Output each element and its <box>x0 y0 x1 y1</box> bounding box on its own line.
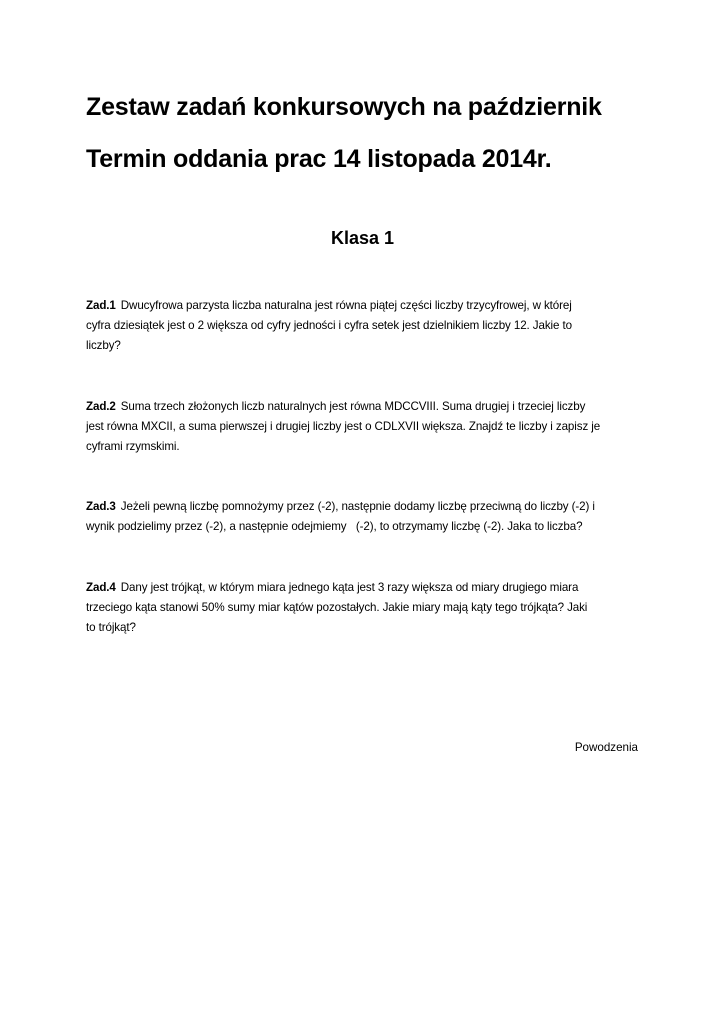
task-1 <box>86 296 646 356</box>
task-3-label: Zad.3 <box>86 500 116 513</box>
task-1-line-1 <box>86 296 646 316</box>
task-1-text-2: cyfra dziesiątek jest o 2 większa od cyfry jedności i cyfra setek jest dzielnikiem liczby 12. Jakie to <box>86 319 572 332</box>
class-heading: Klasa 1 <box>330 228 395 248</box>
task-2-line-1 <box>86 397 646 417</box>
document-title: Zestaw zadań konkursowych na październik <box>86 93 602 121</box>
task-4-text-1: Dany jest trójkąt, w którym miara jednego kąta jest 3 razy większa od miary drugiego miara <box>120 581 579 594</box>
task-4 <box>86 578 646 638</box>
task-3-text-2: wynik podzielimy przez (-2), a następnie odejmiemy (-2), to otrzymamy liczbę (-2). Jaka to liczba? <box>86 520 583 533</box>
task-2 <box>86 397 646 457</box>
task-2-label: Zad.2 <box>86 400 116 413</box>
task-2-text-3: cyframi rzymskimi. <box>86 440 180 453</box>
closing-text: Powodzenia <box>574 741 638 754</box>
task-2-text-1: Suma trzech złożonych liczb naturalnych jest równa MDCCVIII. Suma drugiej i trzeciej liczby <box>120 400 586 413</box>
task-3-text-1: Jeżeli pewną liczbę pomnożymy przez (-2), następnie dodamy liczbę przeciwną do liczby (-2) i <box>120 500 595 513</box>
task-4-text-2: trzeciego kąta stanowi 50% sumy miar kątów pozostałych. Jakie miary mają kąty tego trójkąta? Jaki <box>86 601 588 614</box>
task-1-label: Zad.1 <box>86 299 116 312</box>
task-4-text-3: to trójkąt? <box>86 621 136 634</box>
submission-deadline: Termin oddania prac 14 listopada 2014r. <box>86 145 552 173</box>
task-4-line-1 <box>86 578 646 598</box>
task-2-text-2: jest równa MXCII, a suma pierwszej i drugiej liczby jest o CDLXVII większa. Znajdź te liczby i zapisz je <box>86 420 601 433</box>
task-3 <box>86 497 646 537</box>
task-1-text-1: Dwucyfrowa parzysta liczba naturalna jest równa piątej części liczby trzycyfrowej, w której <box>120 299 572 312</box>
task-3-line-1 <box>86 497 646 517</box>
task-1-text-3: liczby? <box>86 339 121 352</box>
task-4-label: Zad.4 <box>86 581 116 594</box>
